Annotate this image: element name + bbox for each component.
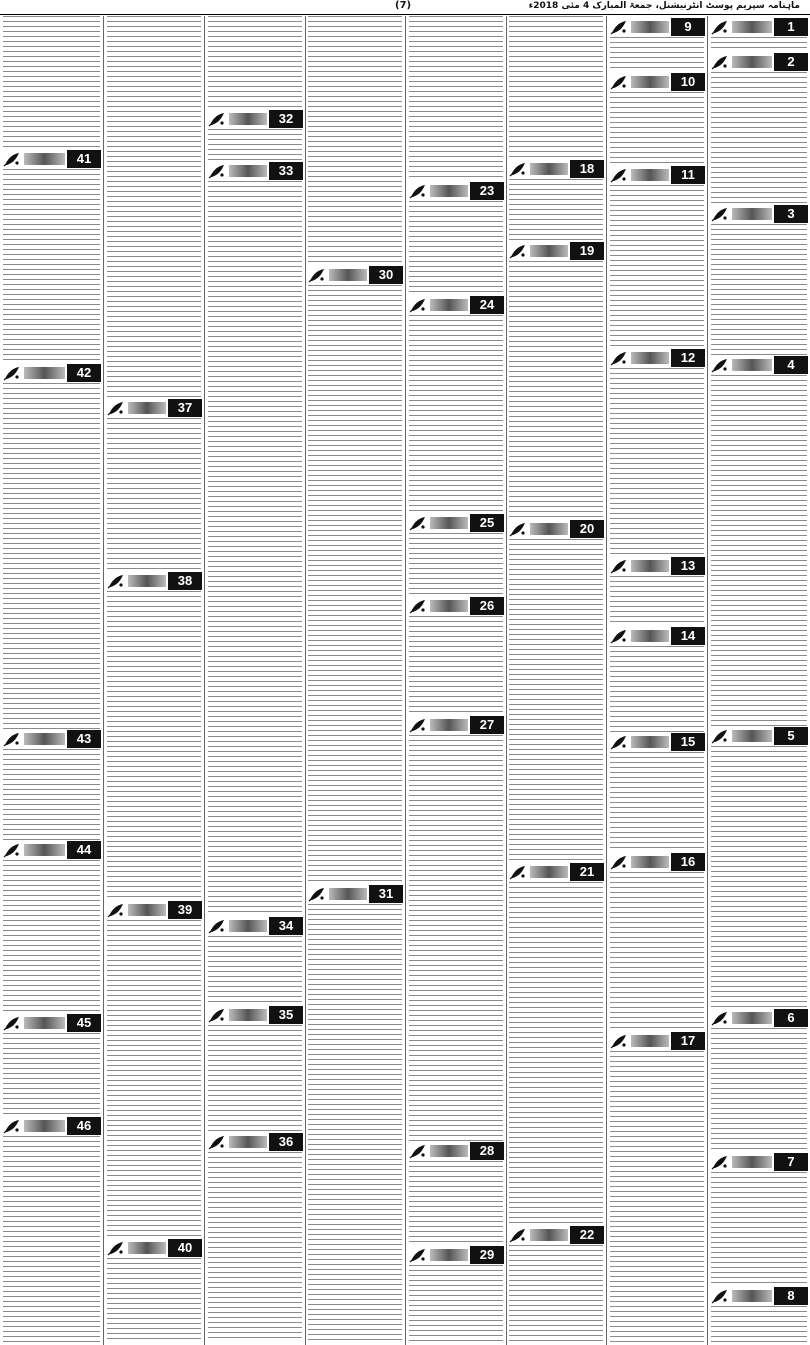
section-header-bar: [408, 296, 504, 314]
section-number: 5: [774, 727, 808, 745]
article-text-block: [3, 860, 100, 1013]
section-number: 38: [168, 572, 202, 590]
section-header-bar: [2, 730, 101, 748]
column-divider: [606, 16, 607, 1345]
section-header-bar: [508, 520, 604, 538]
article-text-block: [509, 882, 603, 1225]
section-number: 9: [671, 18, 705, 36]
leaf-icon: [408, 597, 428, 615]
section-header-bar: [2, 1117, 101, 1135]
article-text-block: [107, 16, 201, 398]
section-gradient-rule: [732, 359, 772, 371]
section-number: 35: [269, 1006, 303, 1024]
article-text-block: [711, 375, 807, 726]
article-text-block: [409, 315, 503, 513]
leaf-icon: [2, 1117, 22, 1135]
article-text-block: [107, 920, 201, 1238]
section-header-bar: [2, 1014, 101, 1032]
column-divider: [707, 16, 708, 1345]
section-header-bar: [609, 1032, 705, 1050]
section-gradient-rule: [530, 245, 568, 257]
leaf-icon: [106, 572, 126, 590]
leaf-icon: [609, 853, 629, 871]
section-header-bar: [710, 53, 808, 71]
text-column: [406, 16, 506, 1345]
section-gradient-rule: [732, 1012, 772, 1024]
section-number: 44: [67, 841, 101, 859]
text-column: [104, 16, 204, 1345]
leaf-icon: [408, 1246, 428, 1264]
article-text-block: [409, 735, 503, 1141]
article-text-block: [409, 533, 503, 596]
leaf-icon: [710, 727, 730, 745]
section-gradient-rule: [631, 1035, 669, 1047]
article-text-block: [509, 179, 603, 241]
section-gradient-rule: [229, 1009, 267, 1021]
page-header: [0, 0, 810, 15]
leaf-icon: [207, 162, 227, 180]
leaf-icon: [2, 841, 22, 859]
section-gradient-rule: [631, 630, 669, 642]
section-header-bar: [2, 841, 101, 859]
section-gradient-rule: [430, 1145, 468, 1157]
article-text-block: [509, 261, 603, 519]
section-number: 24: [470, 296, 504, 314]
column-divider: [204, 16, 205, 1345]
section-gradient-rule: [24, 367, 65, 379]
section-header-bar: [609, 349, 705, 367]
section-number: 30: [369, 266, 403, 284]
article-text-block: [509, 1245, 603, 1342]
section-header-bar: [207, 1133, 303, 1151]
article-text-block: [610, 92, 704, 165]
column-divider: [305, 16, 306, 1345]
section-number: 37: [168, 399, 202, 417]
masthead-title: ماہنامہ سپریم پوسٹ انٹرنیشنل، جمعۃ المبارک 4 مئی 2018ء: [528, 1, 800, 11]
section-header-bar: [408, 716, 504, 734]
section-header-bar: [2, 150, 101, 168]
article-text-block: [208, 1152, 302, 1342]
text-column: [708, 16, 810, 1345]
section-number: 45: [67, 1014, 101, 1032]
leaf-icon: [710, 356, 730, 374]
section-header-bar: [106, 1239, 202, 1257]
section-gradient-rule: [229, 113, 267, 125]
leaf-icon: [508, 520, 528, 538]
article-text-block: [610, 752, 704, 852]
section-number: 36: [269, 1133, 303, 1151]
article-text-block: [711, 224, 807, 355]
section-number: 40: [168, 1239, 202, 1257]
section-header-bar: [408, 597, 504, 615]
leaf-icon: [207, 1133, 227, 1151]
section-number: 39: [168, 901, 202, 919]
article-text-block: [208, 129, 302, 161]
article-text-block: [3, 749, 100, 840]
section-number: 32: [269, 110, 303, 128]
leaf-icon: [609, 1032, 629, 1050]
section-header-bar: [609, 853, 705, 871]
section-header-bar: [408, 1246, 504, 1264]
section-number: 4: [774, 356, 808, 374]
section-number: 2: [774, 53, 808, 71]
section-gradient-rule: [631, 352, 669, 364]
section-gradient-rule: [631, 76, 669, 88]
section-gradient-rule: [229, 165, 267, 177]
section-header-bar: [106, 901, 202, 919]
section-number: 29: [470, 1246, 504, 1264]
section-number: 25: [470, 514, 504, 532]
article-text-block: [711, 72, 807, 204]
section-number: 16: [671, 853, 705, 871]
leaf-icon: [408, 182, 428, 200]
leaf-icon: [508, 863, 528, 881]
leaf-icon: [710, 53, 730, 71]
article-text-block: [610, 872, 704, 1031]
leaf-icon: [408, 296, 428, 314]
article-text-block: [409, 16, 503, 181]
section-gradient-rule: [128, 575, 166, 587]
section-header-bar: [207, 1006, 303, 1024]
section-gradient-rule: [430, 1249, 468, 1261]
section-header-bar: [609, 627, 705, 645]
section-number: 41: [67, 150, 101, 168]
leaf-icon: [609, 557, 629, 575]
leaf-icon: [2, 1014, 22, 1032]
section-gradient-rule: [631, 560, 669, 572]
page-number: (7): [395, 0, 412, 11]
leaf-icon: [508, 1226, 528, 1244]
section-gradient-rule: [24, 733, 65, 745]
section-header-bar: [710, 1287, 808, 1305]
section-number: 27: [470, 716, 504, 734]
section-header-bar: [508, 160, 604, 178]
leaf-icon: [307, 885, 327, 903]
section-header-bar: [710, 18, 808, 36]
leaf-icon: [508, 242, 528, 260]
leaf-icon: [408, 716, 428, 734]
section-header-bar: [609, 557, 705, 575]
section-header-bar: [106, 399, 202, 417]
section-gradient-rule: [430, 185, 468, 197]
article-text-block: [610, 1051, 704, 1342]
leaf-icon: [508, 160, 528, 178]
section-header-bar: [508, 242, 604, 260]
section-header-bar: [609, 73, 705, 91]
section-header-bar: [408, 514, 504, 532]
leaf-icon: [710, 1009, 730, 1027]
leaf-icon: [609, 73, 629, 91]
section-gradient-rule: [430, 719, 468, 731]
section-number: 8: [774, 1287, 808, 1305]
article-text-block: [711, 746, 807, 1008]
section-gradient-rule: [732, 21, 772, 33]
leaf-icon: [609, 349, 629, 367]
section-gradient-rule: [732, 56, 772, 68]
text-column: [607, 16, 707, 1345]
article-text-block: [107, 591, 201, 900]
section-header-bar: [207, 917, 303, 935]
leaf-icon: [710, 18, 730, 36]
section-gradient-rule: [631, 736, 669, 748]
section-number: 15: [671, 733, 705, 751]
leaf-icon: [207, 917, 227, 935]
article-text-block: [107, 418, 201, 571]
section-number: 43: [67, 730, 101, 748]
section-gradient-rule: [631, 856, 669, 868]
article-text-block: [3, 16, 100, 149]
section-number: 26: [470, 597, 504, 615]
section-gradient-rule: [229, 1136, 267, 1148]
section-header-bar: [106, 572, 202, 590]
article-text-block: [3, 1136, 100, 1342]
section-header-bar: [408, 182, 504, 200]
article-text-block: [509, 539, 603, 862]
article-text-block: [208, 936, 302, 1005]
section-number: 42: [67, 364, 101, 382]
article-text-block: [409, 201, 503, 295]
leaf-icon: [609, 733, 629, 751]
section-header-bar: [609, 166, 705, 184]
section-header-bar: [207, 110, 303, 128]
section-header-bar: [2, 364, 101, 382]
leaf-icon: [408, 1142, 428, 1160]
column-divider: [103, 16, 104, 1345]
section-number: 14: [671, 627, 705, 645]
section-header-bar: [307, 885, 403, 903]
section-gradient-rule: [732, 730, 772, 742]
section-gradient-rule: [329, 269, 367, 281]
article-text-block: [610, 185, 704, 348]
section-header-bar: [508, 1226, 604, 1244]
section-gradient-rule: [430, 517, 468, 529]
text-column: [506, 16, 606, 1345]
section-gradient-rule: [530, 163, 568, 175]
section-number: 7: [774, 1153, 808, 1171]
leaf-icon: [2, 150, 22, 168]
section-gradient-rule: [530, 523, 568, 535]
article-text-block: [107, 1258, 201, 1342]
section-gradient-rule: [24, 1017, 65, 1029]
section-gradient-rule: [530, 866, 568, 878]
article-text-block: [3, 1033, 100, 1116]
section-gradient-rule: [229, 920, 267, 932]
section-header-bar: [710, 205, 808, 223]
section-gradient-rule: [631, 21, 669, 33]
section-number: 22: [570, 1226, 604, 1244]
article-text-block: [409, 1161, 503, 1245]
section-gradient-rule: [128, 1242, 166, 1254]
text-column: [205, 16, 305, 1345]
article-text-block: [711, 1028, 807, 1152]
section-number: 12: [671, 349, 705, 367]
section-header-bar: [207, 162, 303, 180]
leaf-icon: [106, 399, 126, 417]
section-number: 17: [671, 1032, 705, 1050]
leaf-icon: [609, 166, 629, 184]
article-text-block: [509, 16, 603, 159]
section-number: 23: [470, 182, 504, 200]
section-gradient-rule: [24, 844, 65, 856]
section-gradient-rule: [24, 1120, 65, 1132]
article-text-block: [711, 1306, 807, 1342]
section-number: 11: [671, 166, 705, 184]
leaf-icon: [307, 266, 327, 284]
section-gradient-rule: [430, 299, 468, 311]
article-text-block: [409, 616, 503, 715]
leaf-icon: [207, 1006, 227, 1024]
leaf-icon: [408, 514, 428, 532]
section-number: 3: [774, 205, 808, 223]
leaf-icon: [207, 110, 227, 128]
article-text-block: [208, 16, 302, 109]
leaf-icon: [710, 1153, 730, 1171]
leaf-icon: [106, 1239, 126, 1257]
article-text-block: [610, 646, 704, 732]
column-divider: [506, 16, 507, 1345]
section-number: 34: [269, 917, 303, 935]
article-text-block: [610, 37, 704, 72]
text-column: [0, 16, 103, 1345]
section-number: 28: [470, 1142, 504, 1160]
section-number: 19: [570, 242, 604, 260]
section-gradient-rule: [530, 1229, 568, 1241]
leaf-icon: [2, 364, 22, 382]
section-header-bar: [710, 1153, 808, 1171]
section-gradient-rule: [430, 600, 468, 612]
article-text-block: [308, 285, 402, 884]
article-text-block: [711, 1172, 807, 1286]
article-text-block: [208, 1025, 302, 1132]
leaf-icon: [106, 901, 126, 919]
article-text-block: [409, 1265, 503, 1342]
section-number: 13: [671, 557, 705, 575]
leaf-icon: [710, 205, 730, 223]
section-gradient-rule: [631, 169, 669, 181]
section-gradient-rule: [732, 1156, 772, 1168]
section-number: 31: [369, 885, 403, 903]
section-number: 1: [774, 18, 808, 36]
section-number: 33: [269, 162, 303, 180]
article-text-block: [3, 383, 100, 729]
section-header-bar: [609, 733, 705, 751]
article-text-block: [3, 169, 100, 363]
leaf-icon: [2, 730, 22, 748]
section-number: 21: [570, 863, 604, 881]
leaf-icon: [710, 1287, 730, 1305]
section-header-bar: [609, 18, 705, 36]
section-header-bar: [710, 727, 808, 745]
leaf-icon: [609, 627, 629, 645]
section-gradient-rule: [732, 1290, 772, 1302]
article-text-block: [610, 576, 704, 626]
section-gradient-rule: [128, 904, 166, 916]
section-header-bar: [508, 863, 604, 881]
section-header-bar: [408, 1142, 504, 1160]
section-number: 18: [570, 160, 604, 178]
section-number: 20: [570, 520, 604, 538]
article-text-block: [208, 181, 302, 916]
leaf-icon: [609, 18, 629, 36]
article-text-block: [610, 368, 704, 556]
section-gradient-rule: [732, 208, 772, 220]
section-gradient-rule: [128, 402, 166, 414]
column-divider: [405, 16, 406, 1345]
text-column: [305, 16, 405, 1345]
section-header-bar: [307, 266, 403, 284]
section-header-bar: [710, 356, 808, 374]
section-gradient-rule: [24, 153, 65, 165]
section-gradient-rule: [329, 888, 367, 900]
article-text-block: [308, 904, 402, 1342]
section-number: 6: [774, 1009, 808, 1027]
section-header-bar: [710, 1009, 808, 1027]
section-number: 10: [671, 73, 705, 91]
article-text-block: [308, 16, 402, 265]
section-number: 46: [67, 1117, 101, 1135]
article-text-block: [711, 37, 807, 52]
